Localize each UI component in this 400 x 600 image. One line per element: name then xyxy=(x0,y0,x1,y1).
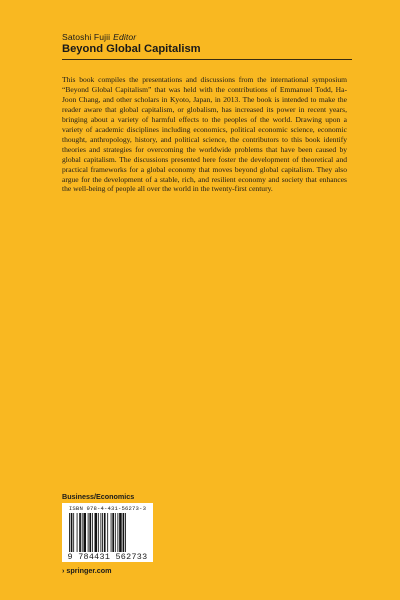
editor-role: Editor xyxy=(113,32,137,42)
book-description: This book compiles the presentations and discussions from the international symposium “Beyond Global Capitalism” that was held with the contributions of Emmanuel Todd, Ha-Joon Chang, and other scholars in Kyoto, Japan, in 2013. The book is intended to make the reader aware that global capitalism, or globalism, has increased its power in recent years, bringing about a variety of harmful effects to the peoples of the world. Drawing upon a variety of academic disciplines including economics, political economic science, economic thought, anthropology, history, and political science, the contributors to this book identify theories and strategies for overcoming the worldwide problems that have been caused by global capitalism. The discussions presented here foster the development of theoretical and practical frameworks for a global economy that moves beyond global capitalism. They also argue for the development of a stable, rich, and resilient economy and society that enhances the well-being of people all over the world in the twenty-first century. xyxy=(62,75,347,194)
book-title: Beyond Global Capitalism xyxy=(62,43,201,55)
publisher-link[interactable]: › springer.com xyxy=(62,566,112,575)
isbn-barcode xyxy=(62,503,153,562)
editor-name: Satoshi Fujii xyxy=(62,32,111,42)
isbn-label: ISBN 978-4-431-56273-3 xyxy=(68,505,147,512)
subject-category: Business/Economics xyxy=(62,492,135,501)
barcode-bars xyxy=(68,513,147,552)
header-divider xyxy=(62,59,352,60)
barcode-digits: 9 784431 562733 xyxy=(67,552,148,562)
editor-line xyxy=(62,32,136,42)
